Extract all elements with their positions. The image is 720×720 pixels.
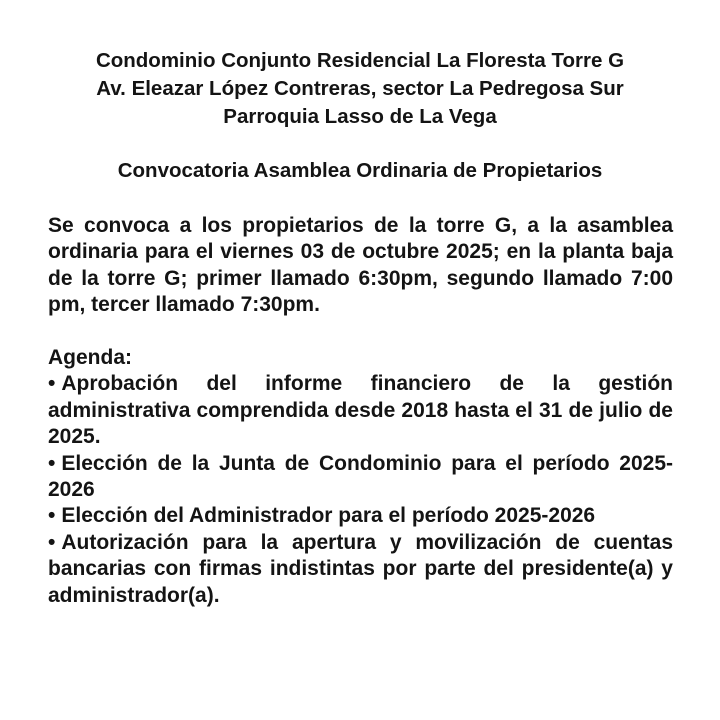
agenda-item-text: Aprobación del informe financiero de la gestión administrativa comprendida desde 2018 hasta el 31 de julio de 2025. (48, 372, 673, 449)
bullet-icon: • (48, 451, 56, 475)
condominium-header (30, 47, 690, 131)
bullet-icon: • (48, 372, 56, 396)
bullet-icon: • (48, 530, 56, 554)
agenda-item (48, 451, 673, 504)
header-condominium-name: Condominio Conjunto Residencial La Floresta Torre G (95, 49, 625, 72)
agenda-item-text: Autorización para la apertura y movilización de cuentas bancarias con firmas indistintas por parte del presidente(a) y administrador(a). (48, 530, 673, 607)
agenda-item (48, 530, 673, 609)
agenda-item (48, 371, 673, 450)
convocation-paragraph: Se convoca a los propietarios de la torre G, a la asamblea ordinaria para el viernes 03 de octubre 2025; en la planta baja de la torre G; primer llamado 6:30pm, segundo llamado 7:00 pm, tercer llamado 7:30pm. (48, 214, 673, 317)
agenda-item-text: Elección del Administrador para el período 2025-2026 (61, 504, 596, 528)
agenda-section (48, 345, 673, 609)
agenda-heading: Agenda: (48, 346, 132, 369)
agenda-item-text: Elección de la Junta de Condominio para el período 2025-2026 (48, 451, 673, 502)
header-parish: Parroquia Lasso de La Vega (223, 105, 497, 128)
bullet-icon: • (48, 504, 56, 528)
document-title: Convocatoria Asamblea Ordinaria de Propietarios (117, 159, 603, 182)
agenda-item (48, 503, 673, 529)
header-address: Av. Eleazar López Contreras, sector La Pedregosa Sur (96, 77, 624, 100)
